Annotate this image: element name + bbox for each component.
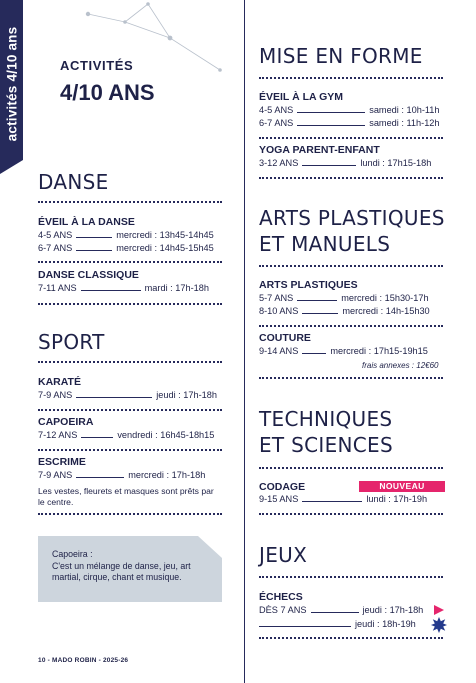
section-title-arts-line2: ET MANUELS (259, 232, 391, 256)
row-divider (259, 137, 443, 139)
callout-title: Capoeira : (52, 549, 93, 559)
new-badge: NOUVEAU (359, 481, 445, 492)
section-divider (259, 467, 443, 469)
row-divider (38, 449, 222, 451)
section-title-techniques-line2: ET SCIENCES (259, 433, 393, 457)
escrime-note: Les vestes, fleurets et masques sont prêts par le centre. (38, 486, 214, 507)
section-divider (259, 265, 443, 267)
row-divider (38, 261, 222, 263)
callout-body: C'est un mélange de danse, jeu, art martial, cirque, chant et musique. (52, 561, 191, 582)
row-divider (38, 409, 222, 411)
side-tab-corner (0, 160, 23, 174)
row-divider (259, 177, 443, 179)
section-divider (259, 576, 443, 578)
section-divider (38, 361, 222, 363)
schedule-row: jeudi : 18h-19h (259, 619, 416, 629)
section-title-arts-line1: ARTS PLASTIQUES (259, 206, 445, 230)
schedule-row: 6-7 ANS mercredi : 14h45-15h45 (38, 243, 214, 253)
activity-capoeira: CAPOEIRA (38, 416, 94, 428)
schedule-row: 5-7 ANS mercredi : 15h30-17h (259, 293, 429, 303)
schedule-row: 9-15 ANS lundi : 17h-19h (259, 494, 428, 504)
section-divider (259, 77, 443, 79)
page-footer: 10 - MADO ROBIN - 2025-26 (38, 657, 129, 664)
section-divider (38, 201, 222, 203)
side-tab (0, 0, 23, 160)
row-divider (259, 637, 443, 639)
activity-karate: KARATÉ (38, 376, 81, 388)
row-divider (259, 377, 443, 379)
triangle-marker-icon (433, 604, 445, 616)
schedule-row: 6-7 ANS samedi : 11h-12h (259, 118, 440, 128)
schedule-row: 7-12 ANS vendredi : 16h45-18h15 (38, 430, 215, 440)
column-divider (244, 0, 245, 683)
couture-frais: frais annexes : 12€60 (362, 361, 439, 370)
star-burst-icon (431, 617, 447, 633)
schedule-row: 4-5 ANS samedi : 10h-11h (259, 105, 440, 115)
activity-echecs: ÉCHECS (259, 591, 303, 603)
row-divider (259, 325, 443, 327)
schedule-row: 7-9 ANS jeudi : 17h-18h (38, 390, 218, 400)
schedule-row: 7-9 ANS mercredi : 17h-18h (38, 470, 206, 480)
section-title-danse: DANSE (38, 170, 109, 194)
activity-yoga: YOGA PARENT-ENFANT (259, 144, 380, 156)
schedule-row: 9-14 ANS mercredi : 17h15-19h15 (259, 346, 428, 356)
schedule-row: 8-10 ANS mercredi : 14h-15h30 (259, 306, 430, 316)
section-title-sport: SPORT (38, 330, 105, 354)
activity-danse-classique: DANSE CLASSIQUE (38, 269, 139, 281)
schedule-row: 3-12 ANS lundi : 17h15-18h (259, 158, 432, 168)
activity-eveil-gym: ÉVEIL À LA GYM (259, 91, 344, 103)
schedule-row: 7-11 ANS mardi : 17h-18h (38, 283, 210, 293)
activity-couture: COUTURE (259, 332, 311, 344)
activity-escrime: ESCRIME (38, 456, 86, 468)
schedule-row: DÈS 7 ANS jeudi : 17h-18h (259, 605, 424, 615)
section-title-jeux: JEUX (259, 543, 308, 567)
section-title-mise-en-forme: MISE EN FORME (259, 44, 423, 68)
row-divider (259, 513, 443, 515)
row-divider (38, 303, 222, 305)
activity-codage: CODAGE (259, 481, 306, 493)
side-tab-label: activités 4/10 ans (4, 26, 20, 142)
activites-title: ACTIVITÉS (60, 58, 134, 73)
schedule-row: 4-5 ANS mercredi : 13h45-14h45 (38, 230, 214, 240)
activity-eveil-danse: ÉVEIL À LA DANSE (38, 216, 135, 228)
activity-arts-plastiques: ARTS PLASTIQUES (259, 279, 358, 291)
section-title-techniques-line1: TECHNIQUES (259, 407, 393, 431)
activites-subtitle: 4/10 ANS (60, 80, 155, 105)
row-divider (38, 513, 222, 515)
